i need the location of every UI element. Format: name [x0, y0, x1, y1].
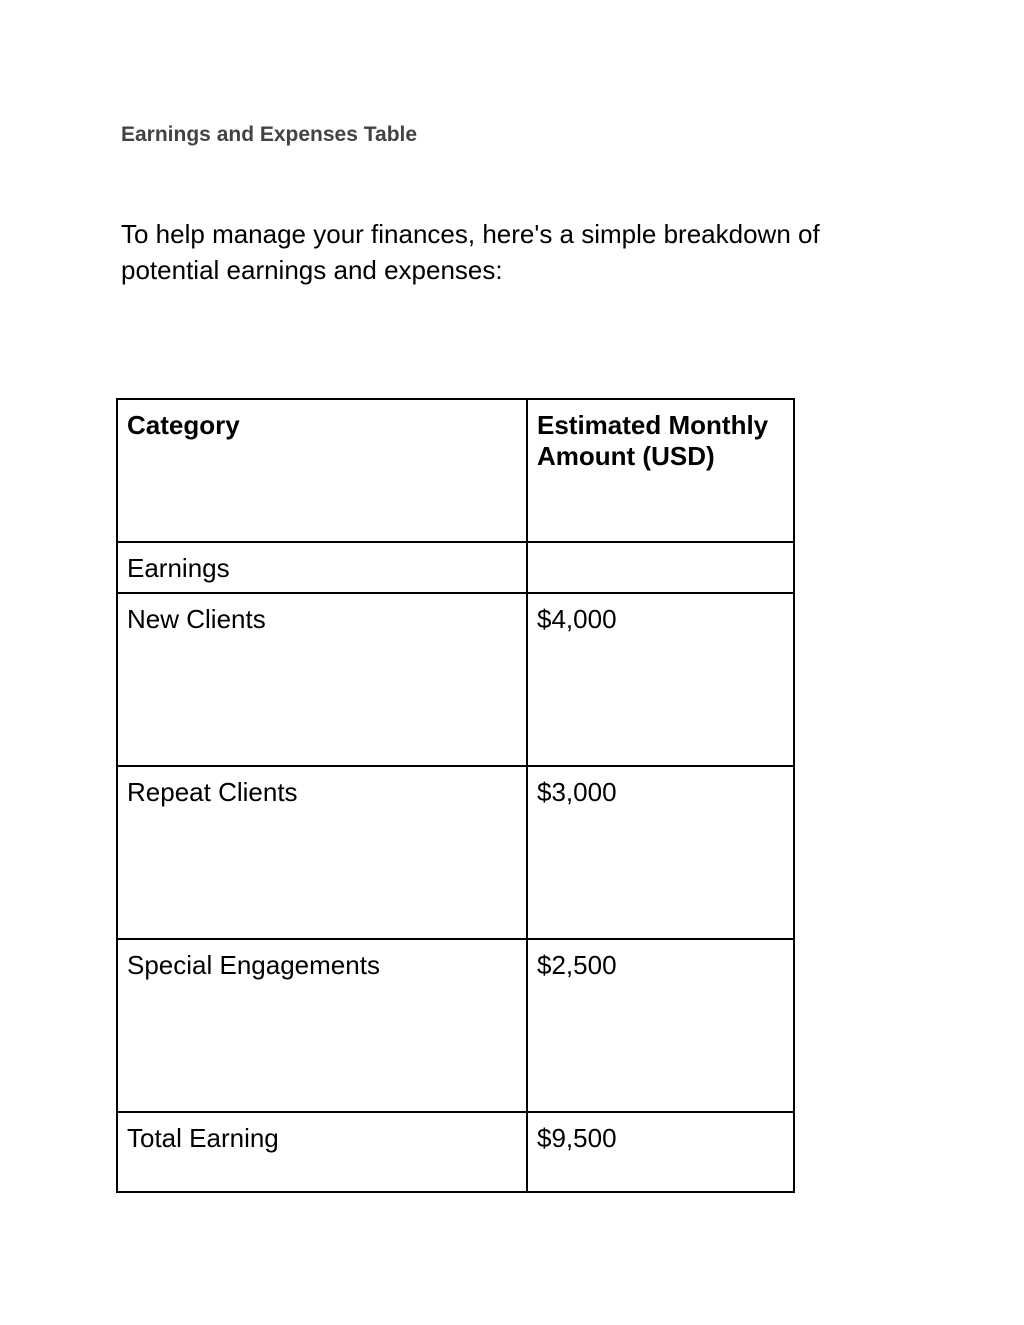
- section-row-earnings: [117, 542, 794, 593]
- earnings-table: [116, 398, 795, 1193]
- total-row: [117, 1112, 794, 1192]
- row-amount: $3,000: [527, 766, 794, 939]
- row-category: Repeat Clients: [117, 766, 527, 939]
- table-row: [117, 766, 794, 939]
- row-category: Special Engagements: [117, 939, 527, 1112]
- row-amount: $4,000: [527, 593, 794, 766]
- header-amount: Estimated Monthly Amount (USD): [527, 399, 794, 542]
- row-category: New Clients: [117, 593, 527, 766]
- total-amount: $9,500: [527, 1112, 794, 1192]
- page-title: Earnings and Expenses Table: [121, 123, 418, 146]
- total-label: Total Earning: [117, 1112, 527, 1192]
- table-row: [117, 939, 794, 1112]
- header-category: Category: [117, 399, 527, 542]
- section-label: Earnings: [117, 542, 527, 593]
- intro-paragraph: To help manage your finances, here's a simple breakdown of potential earnings and expenses:: [121, 219, 820, 285]
- table-header-row: [117, 399, 794, 542]
- table-row: [117, 593, 794, 766]
- empty-cell: [527, 542, 794, 593]
- row-amount: $2,500: [527, 939, 794, 1112]
